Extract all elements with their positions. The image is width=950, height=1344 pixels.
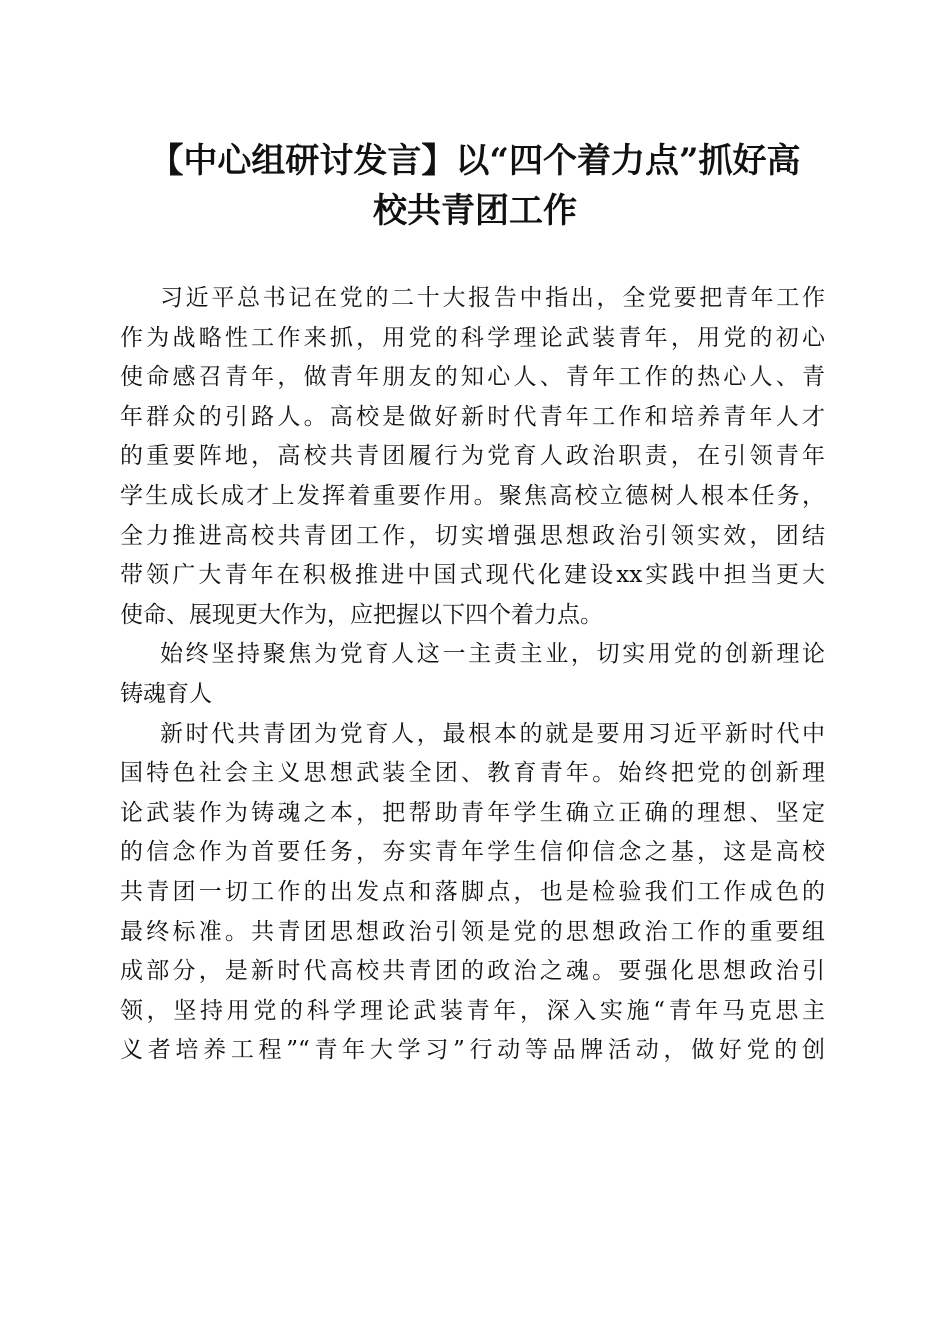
- paragraph-line: 论武装作为铸魂之本，把帮助青年学生确立正确的理想、坚定: [120, 799, 825, 826]
- paragraph-line: 使命感召青年，做青年朋友的知心人、青年工作的热心人、青: [120, 364, 825, 391]
- paragraph-line: 作为战略性工作来抓，用党的科学理论武装青年，用党的初心: [120, 324, 825, 351]
- paragraph-line: 领，坚持用党的科学理论武装青年，深入实施“青年马克思主: [120, 997, 825, 1024]
- heading-line: 始终坚持聚焦为党育人这一主责主业，切实用党的创新理论: [160, 641, 825, 668]
- title-line: 【中心组研讨发言】以“四个着力点”抓好高: [149, 141, 801, 181]
- section-heading-1: [120, 635, 825, 714]
- paragraph-line: 带领广大青年在积极推进中国式现代化建设xx实践中担当更大: [120, 562, 825, 589]
- paragraph-line: 成部分，是新时代高校共青团的政治之魂。要强化思想政治引: [120, 958, 825, 985]
- paragraph-line: 新时代共青团为党育人，最根本的就是要用习近平新时代中: [160, 720, 825, 747]
- paragraph-line: 的重要阵地，高校共青团履行为党育人政治职责，在引领青年: [120, 443, 825, 470]
- document-title: [100, 136, 850, 236]
- paragraph-line: 年群众的引路人。高校是做好新时代青年工作和培养青年人才: [120, 403, 825, 430]
- paragraph-line: 学生成长成才上发挥着重要作用。聚焦高校立德树人根本任务，: [120, 482, 825, 509]
- heading-line: 铸魂育人: [120, 680, 212, 707]
- paragraph-1: [120, 279, 825, 635]
- paragraph-line: 最终标准。共青团思想政治引领是党的思想政治工作的重要组: [120, 918, 825, 945]
- paragraph-line: 国特色社会主义思想武装全团、教育青年。始终把党的创新理: [120, 760, 825, 787]
- paragraph-line: 的信念作为首要任务，夯实青年学生信仰信念之基，这是高校: [120, 839, 825, 866]
- title-line: 校共青团工作: [373, 191, 577, 231]
- paragraph-2: [120, 715, 825, 1071]
- paragraph-line: 使命、展现更大作为，应把握以下四个着力点。: [120, 601, 603, 628]
- paragraph-line: 习近平总书记在党的二十大报告中指出，全党要把青年工作: [160, 285, 825, 311]
- paragraph-line: 全力推进高校共青团工作，切实增强思想政治引领实效，团结: [120, 522, 825, 549]
- document-body: [120, 279, 825, 1071]
- paragraph-line: 义者培养工程”“青年大学习”行动等品牌活动，做好党的创: [120, 1037, 825, 1064]
- paragraph-line: 共青团一切工作的出发点和落脚点，也是检验我们工作成色的: [120, 878, 825, 905]
